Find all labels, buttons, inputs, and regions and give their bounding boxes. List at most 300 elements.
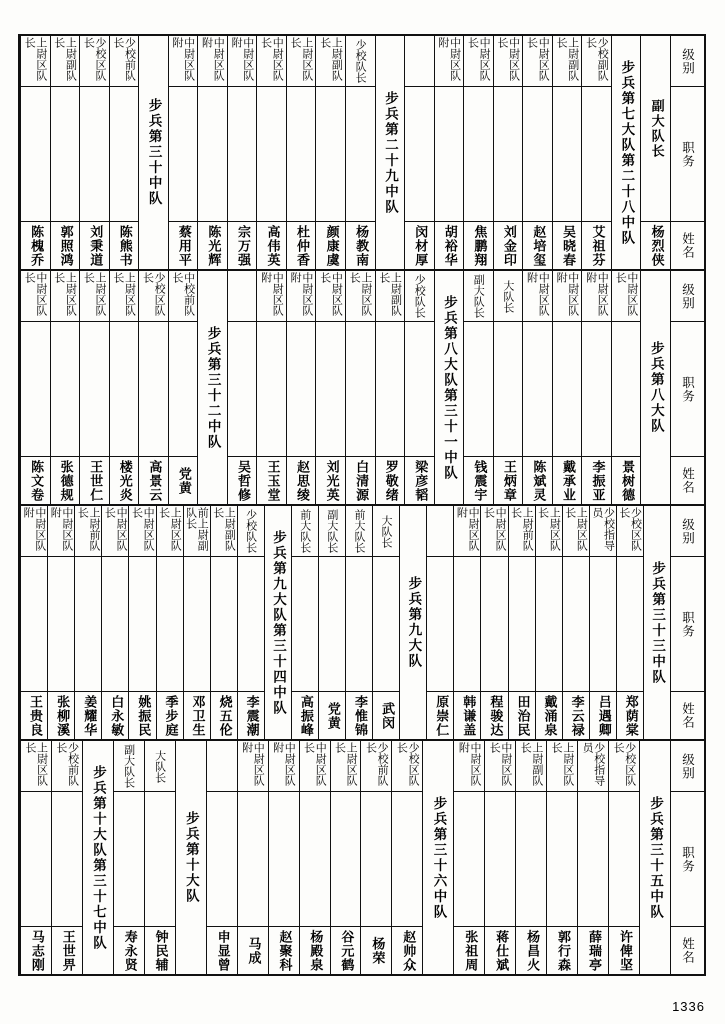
post-cell: [75, 557, 101, 692]
name-cell: 赵帅众: [400, 929, 416, 972]
unit-label: 步兵第十大队第三十七中队: [90, 764, 107, 951]
unit-label: 步兵第八大队: [647, 341, 664, 434]
name-cell: 郑荫棠: [622, 694, 638, 737]
name-cell: 烧五伦: [216, 694, 232, 737]
unit-label: 步兵第三十三中队: [649, 560, 666, 685]
post-cell: [405, 322, 434, 457]
officer-column: [168, 271, 198, 504]
officer-column: [47, 506, 74, 739]
rank-cell: 中尉区队附: [269, 741, 299, 792]
name-cell: 戴承业: [559, 459, 575, 502]
officer-column: [183, 506, 210, 739]
rank-cell: 中尉区队附: [523, 271, 552, 322]
officer-column: [330, 741, 361, 974]
officer-column: [268, 741, 299, 974]
rank-cell: 大队长: [494, 271, 523, 322]
rank-cell: 上尉区队长: [346, 271, 375, 322]
unit-label: 步兵第十大队: [182, 811, 199, 904]
unit-column: [138, 36, 168, 269]
rank-cell: 中尉区队长: [316, 271, 345, 322]
officer-column: [640, 36, 670, 269]
officer-column: [581, 271, 611, 504]
officer-column: [286, 271, 316, 504]
post-cell: [287, 322, 316, 457]
officer-column: [480, 506, 507, 739]
unit-column: [264, 506, 291, 739]
header-rank: 级别: [671, 506, 704, 557]
post-cell: [523, 87, 552, 222]
post-cell: 副大队长: [641, 36, 670, 222]
name-cell: 蔡用平: [175, 224, 191, 267]
rank-cell: 中尉区队附: [198, 36, 227, 87]
officer-column: [608, 741, 639, 974]
rank-cell: 中尉区队附: [454, 741, 484, 792]
officer-column: [101, 506, 128, 739]
officer-column: [589, 506, 616, 739]
rank-cell: 上尉副队长: [376, 271, 405, 322]
officer-column: [109, 271, 139, 504]
name-cell: 邓卫生: [189, 694, 205, 737]
unit-label: 步兵第三十五中队: [647, 795, 664, 920]
post-cell: [21, 87, 50, 222]
rank-cell: 副大队长: [114, 741, 144, 792]
officer-column: [345, 506, 372, 739]
header-name: 姓名: [680, 702, 696, 730]
roster-band: [20, 271, 704, 506]
post-cell: [257, 322, 286, 457]
rank-cell: 中尉区队长: [300, 741, 330, 792]
name-cell: 杨烈侠: [648, 224, 664, 267]
unit-column: [399, 506, 426, 739]
post-cell: [509, 557, 535, 692]
officer-column: [237, 506, 264, 739]
officer-column: [315, 271, 345, 504]
officer-column: [535, 506, 562, 739]
rank-cell: 中尉区队附: [454, 506, 480, 557]
rank-cell: 中尉区队附: [48, 506, 74, 557]
post-cell: [211, 557, 237, 692]
name-cell: 吕遇卿: [595, 694, 611, 737]
name-cell: 姚振民: [135, 694, 151, 737]
officer-column: [546, 741, 577, 974]
officer-column: [128, 506, 155, 739]
rank-cell: 上尉区队长: [21, 741, 51, 792]
officer-column: [210, 506, 237, 739]
name-cell: 吴晓春: [559, 224, 575, 267]
name-cell: 韩谦盖: [460, 694, 476, 737]
name-cell: 白清源: [353, 459, 369, 502]
name-cell: 季步庭: [162, 694, 178, 737]
officer-column: [168, 36, 198, 269]
name-cell: 王世畀: [59, 929, 75, 972]
officer-column: [286, 36, 316, 269]
name-cell: 党黄: [324, 701, 340, 730]
post-cell: [481, 557, 507, 692]
officer-column: [372, 506, 399, 739]
rank-cell: 中尉区队附: [582, 271, 611, 322]
name-cell: 杨教南: [353, 224, 369, 267]
post-cell: [102, 557, 128, 692]
officer-column: [611, 271, 641, 504]
rank-cell: 少校队长: [238, 506, 264, 557]
name-cell: 张德规: [57, 459, 73, 502]
name-cell: 杨殿泉: [307, 929, 323, 972]
header-name: 姓名: [680, 467, 696, 495]
name-cell: 罗敬绪: [382, 459, 398, 502]
unit-label: 步兵第七大队第二十八中队: [618, 59, 635, 246]
officer-column: [391, 741, 422, 974]
unit-column: [82, 741, 113, 974]
name-cell: 李振亚: [589, 459, 605, 502]
page-number: 1336: [672, 999, 705, 1014]
post-cell: [553, 322, 582, 457]
post-cell: [80, 87, 109, 222]
rank-cell: 上尉区队长: [287, 36, 316, 87]
name-cell: 杜仲香: [294, 224, 310, 267]
name-cell: 刘光英: [323, 459, 339, 502]
name-cell: 赵思绫: [294, 459, 310, 502]
name-cell: 杨昌火: [524, 929, 540, 972]
name-cell: 戴涌泉: [541, 694, 557, 737]
rank-cell: [207, 741, 237, 792]
name-cell: 焦鹏翔: [471, 224, 487, 267]
rank-cell: 中尉区队附: [553, 271, 582, 322]
officer-column: [20, 271, 50, 504]
post-cell: [198, 87, 227, 222]
post-cell: [346, 557, 372, 692]
rank-cell: 上尉区队长: [21, 36, 50, 87]
rank-cell: 少校区队长: [139, 271, 168, 322]
unit-label: 步兵第九大队第三十四中队: [270, 529, 287, 716]
post-cell: [257, 87, 286, 222]
post-cell: [129, 557, 155, 692]
name-cell: 原崇仁: [433, 694, 449, 737]
name-cell: 蒋仕斌: [493, 929, 509, 972]
column-headers: [670, 271, 704, 504]
unit-column: [639, 741, 670, 974]
name-cell: 党黄: [175, 466, 191, 495]
officer-column: [227, 271, 257, 504]
unit-column: [197, 271, 227, 504]
name-cell: 赵培玺: [530, 224, 546, 267]
post-cell: [316, 87, 345, 222]
post-cell: [516, 792, 546, 927]
unit-column: [375, 36, 405, 269]
post-cell: [427, 557, 453, 692]
name-cell: 王贵良: [27, 694, 43, 737]
officer-column: [463, 271, 493, 504]
rank-cell: 副大队长: [464, 271, 493, 322]
column-headers: [670, 506, 704, 739]
post-cell: [612, 322, 641, 457]
name-cell: 高伟英: [264, 224, 280, 267]
rank-cell: 中校前队长: [169, 271, 198, 322]
post-cell: [346, 322, 375, 457]
name-cell: 陈光辉: [205, 224, 221, 267]
rank-cell: 中尉区队长: [494, 36, 523, 87]
post-cell: [184, 557, 210, 692]
officer-column: [493, 36, 523, 269]
name-cell: 梁彦韬: [412, 459, 428, 502]
post-cell: [405, 87, 434, 222]
rank-cell: 少校区队长: [609, 741, 639, 792]
unit-label: 步兵第三十二中队: [204, 325, 221, 450]
rank-cell: 中尉区队附: [21, 506, 47, 557]
rank-cell: 少校区队长: [80, 36, 109, 87]
name-cell: 李震潮: [243, 694, 259, 737]
post-cell: [494, 322, 523, 457]
post-cell: [578, 792, 608, 927]
post-cell: [169, 322, 198, 457]
post-cell: [464, 322, 493, 457]
post-cell: [169, 87, 198, 222]
roster-band: [20, 506, 704, 741]
officer-column: [206, 741, 237, 974]
officer-column: [144, 741, 175, 974]
officer-column: [453, 506, 480, 739]
officer-column: [616, 506, 643, 739]
name-cell: 胡裕华: [441, 224, 457, 267]
name-cell: 武闵: [379, 701, 395, 730]
post-cell: [157, 557, 183, 692]
officer-column: [463, 36, 493, 269]
rank-cell: 中尉区队长: [129, 506, 155, 557]
name-cell: 姜耀华: [81, 694, 97, 737]
rank-cell: 上尉区队长: [110, 271, 139, 322]
unit-label: 步兵第八大队第三十一中队: [441, 294, 458, 481]
unit-label: 步兵第三十六中队: [430, 795, 447, 920]
officer-column: [552, 271, 582, 504]
unit-label: 步兵第二十九中队: [381, 90, 398, 215]
officer-column: [345, 271, 375, 504]
rank-cell: 上尉区队长: [563, 506, 589, 557]
name-cell: 钱震宇: [471, 459, 487, 502]
officer-column: [138, 271, 168, 504]
post-cell: [547, 792, 577, 927]
rank-cell: 中尉区队长: [612, 271, 641, 322]
rank-cell: 上尉区队长: [331, 741, 361, 792]
officer-column: [50, 36, 80, 269]
name-cell: 李惟锦: [351, 694, 367, 737]
post-cell: [300, 792, 330, 927]
post-cell: [373, 557, 399, 692]
name-cell: 艾祖芬: [589, 224, 605, 267]
officer-column: [50, 271, 80, 504]
officer-column: [315, 36, 345, 269]
post-cell: [494, 87, 523, 222]
post-cell: [361, 792, 391, 927]
rank-cell: [427, 506, 453, 557]
rank-cell: 中尉区队附: [228, 36, 257, 87]
post-cell: [21, 557, 47, 692]
name-cell: 寿永贤: [121, 929, 137, 972]
post-cell: [207, 792, 237, 927]
name-cell: 陈熊书: [116, 224, 132, 267]
name-cell: 刘金印: [500, 224, 516, 267]
rank-cell: 上尉区队长: [51, 271, 80, 322]
rank-cell: 少校队长: [405, 271, 434, 322]
name-cell: 楼光炎: [116, 459, 132, 502]
officer-column: [156, 506, 183, 739]
officer-column: [79, 36, 109, 269]
officer-column: [581, 36, 611, 269]
officer-column: [20, 506, 47, 739]
post-cell: [51, 322, 80, 457]
header-rank: 级别: [671, 271, 704, 322]
officer-column: [453, 741, 484, 974]
post-cell: [238, 557, 264, 692]
rank-cell: 中尉区队附: [257, 271, 286, 322]
post-cell: [617, 557, 643, 692]
rank-cell: 上尉副队长: [553, 36, 582, 87]
column-headers: [670, 741, 704, 974]
name-cell: 景树德: [619, 459, 635, 502]
post-cell: [139, 322, 168, 457]
post-cell: [51, 87, 80, 222]
rank-cell: 少校区队长: [617, 506, 643, 557]
post-cell: [454, 557, 480, 692]
rank-cell: 前大队长: [292, 506, 318, 557]
name-cell: 高振峰: [297, 694, 313, 737]
header-rank: 级别: [671, 36, 704, 87]
post-cell: [228, 322, 257, 457]
officer-column: [227, 36, 257, 269]
rank-cell: 上尉副队长: [516, 741, 546, 792]
name-cell: 张柳溪: [54, 694, 70, 737]
rank-cell: 大队长: [373, 506, 399, 557]
rank-cell: 上尉副队长: [316, 36, 345, 87]
rank-cell: 少校前队长: [110, 36, 139, 87]
name-cell: 钟民辅: [152, 929, 168, 972]
unit-column: [640, 271, 670, 504]
officer-column: [426, 506, 453, 739]
unit-column: [175, 741, 206, 974]
rank-cell: 上尉前队长: [509, 506, 535, 557]
officer-column: [113, 741, 144, 974]
header-name: 姓名: [680, 232, 696, 260]
rank-cell: 中尉区队长: [481, 506, 507, 557]
rank-cell: 前大队长: [346, 506, 372, 557]
name-cell: 李云禄: [568, 694, 584, 737]
roster-table: [18, 34, 706, 976]
name-cell: 高景云: [146, 459, 162, 502]
officer-column: [74, 506, 101, 739]
officer-column: [197, 36, 227, 269]
name-cell: 颜康虞: [323, 224, 339, 267]
post-cell: [392, 792, 422, 927]
name-cell: 陈斌灵: [530, 459, 546, 502]
unit-column: [611, 36, 641, 269]
officer-column: [237, 741, 268, 974]
post-cell: [110, 87, 139, 222]
unit-column: [422, 741, 453, 974]
name-cell: 申显曾: [214, 929, 230, 972]
unit-label: 步兵第九大队: [405, 576, 422, 669]
post-cell: [269, 792, 299, 927]
post-cell: [287, 87, 316, 222]
rank-cell: 上尉区队长: [536, 506, 562, 557]
unit-label: 步兵第三十中队: [145, 98, 162, 207]
post-cell: [485, 792, 515, 927]
name-cell: 陈文卷: [28, 459, 44, 502]
post-cell: [523, 322, 552, 457]
post-cell: [609, 792, 639, 927]
rank-cell: 少校区队长: [392, 741, 422, 792]
rank-cell: 中尉区队长: [21, 271, 50, 322]
name-cell: 赵聚科: [276, 929, 292, 972]
officer-column: [508, 506, 535, 739]
rank-cell: 副大队长: [319, 506, 345, 557]
rank-cell: 上尉副队长: [51, 36, 80, 87]
rank-cell: 少校队长: [346, 36, 375, 87]
name-cell: 程骏达: [487, 694, 503, 737]
name-cell: 陈槐乔: [28, 224, 44, 267]
name-cell: 谷元鹤: [338, 929, 354, 972]
officer-column: [109, 36, 139, 269]
rank-cell: 中尉区队附: [287, 271, 316, 322]
officer-column: [562, 506, 589, 739]
rank-cell: 上尉区队长: [157, 506, 183, 557]
officer-column: [79, 271, 109, 504]
name-cell: 吴哲修: [234, 459, 250, 502]
rank-cell: 大队长: [145, 741, 175, 792]
header-post: 职务: [671, 87, 704, 222]
post-cell: [238, 792, 268, 927]
officer-column: [522, 271, 552, 504]
post-cell: [145, 792, 175, 927]
rank-cell: 上尉区队长: [547, 741, 577, 792]
name-cell: 王玉堂: [264, 459, 280, 502]
name-cell: 薛瑞亭: [586, 929, 601, 972]
name-cell: 白永敏: [108, 694, 124, 737]
rank-cell: 少校指导员: [590, 506, 616, 557]
rank-cell: 上尉前队长: [75, 506, 101, 557]
officer-column: [493, 271, 523, 504]
name-cell: 郭照鸿: [57, 224, 73, 267]
rank-cell: 中尉区队附: [238, 741, 268, 792]
header-rank: 级别: [671, 741, 704, 792]
officer-column: [299, 741, 330, 974]
rank-cell: 中尉区队长: [464, 36, 493, 87]
post-cell: [292, 557, 318, 692]
officer-column: [552, 36, 582, 269]
officer-column: [484, 741, 515, 974]
post-cell: [21, 792, 51, 927]
officer-column: [404, 36, 434, 269]
name-cell: 田治民: [514, 694, 530, 737]
name-cell: 杨荣: [369, 936, 385, 965]
officer-column: [318, 506, 345, 739]
officer-column: [291, 506, 318, 739]
rank-cell: 少校前队长: [52, 741, 82, 792]
column-headers: [670, 36, 704, 269]
rank-cell: 中尉区队长: [102, 506, 128, 557]
officer-column: [20, 741, 51, 974]
rank-cell: 少校前队长: [361, 741, 391, 792]
header-post: 职务: [671, 557, 704, 692]
header-name: 姓名: [680, 937, 696, 965]
officer-column: [522, 36, 552, 269]
name-cell: 闵材厚: [412, 224, 428, 267]
header-post: 职务: [671, 322, 704, 457]
post-cell: [316, 322, 345, 457]
rank-cell: 上尉区队长: [80, 271, 109, 322]
rank-cell: 上尉副队长: [211, 506, 237, 557]
post-cell: [346, 87, 375, 222]
name-cell: 马成: [245, 936, 261, 965]
post-cell: [228, 87, 257, 222]
post-cell: [331, 792, 361, 927]
